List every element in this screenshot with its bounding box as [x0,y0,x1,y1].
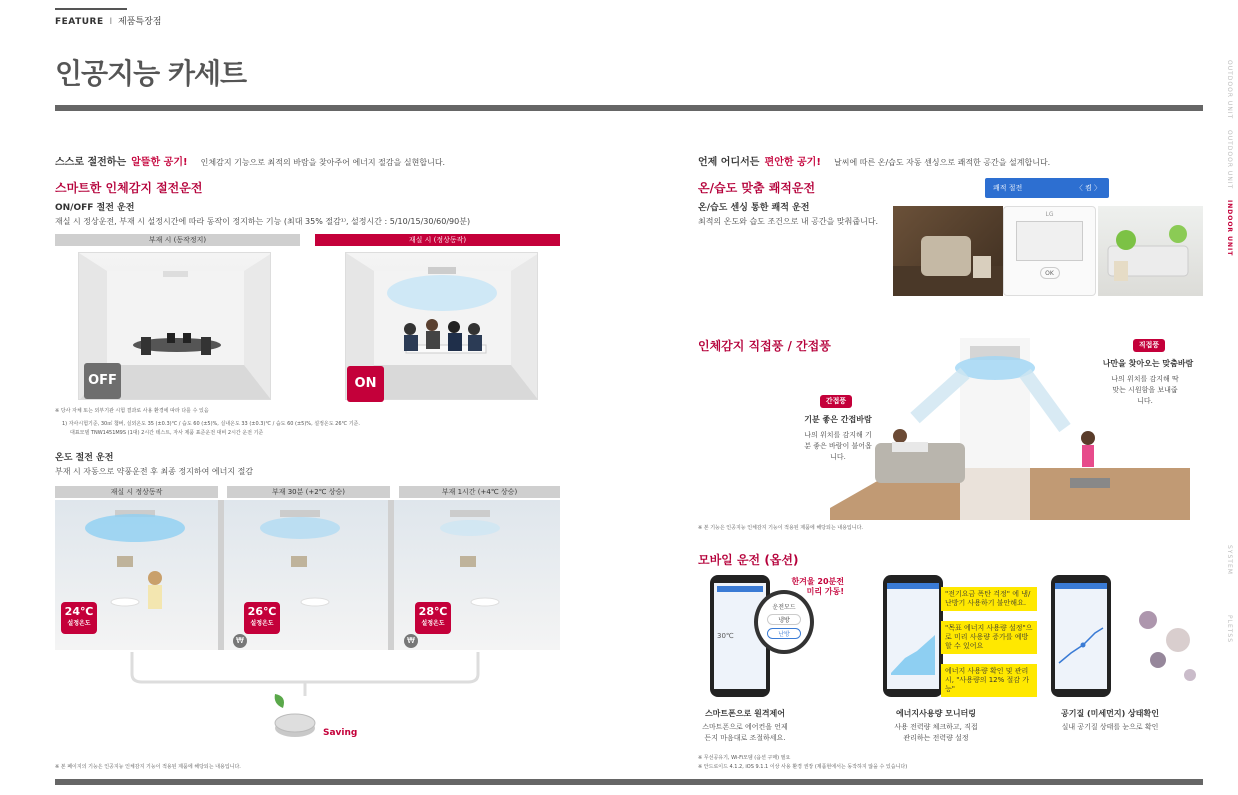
phone-air-quality [1051,575,1111,697]
sensor-desc: 재실 시 정상운전, 부재 시 설정시간에 따라 동작이 정지하는 기능 (최대 35% 절감¹⁾, 설정시간 : 5/10/15/30/60/90분) [55,217,471,226]
off-badge: OFF [84,363,121,399]
temp-tab-3: 부재 1시간 (+4℃ 상승) [399,486,560,498]
title-underline [55,105,1203,111]
comfort-subtitle: 온/습도 센싱 통한 쾌적 운전 [698,203,810,213]
header-accent-bar [55,8,127,10]
temp-badge-24 [61,602,97,634]
feature-energy-title: 에너지사용량 모니터링 [895,709,977,718]
dust-particle-icon [1118,590,1208,700]
temp-tab-2: 부재 30분 (+2℃ 상승) [227,486,390,498]
on-badge: ON [347,366,384,402]
coin-leaf-icon [265,690,320,745]
direct-title: 나만을 찾아오는 맞춤바람 [1102,359,1194,368]
air-quality-chart-icon [1055,583,1107,689]
sensor-note-2: 1) 자사시험기준, 30㎡ 챔버, 실외온도 35 (±0.3)℃ / 습도 60 (±5)%, 실내온도 33 (±0.3)℃ / 습도 60 (±5)%, 설정온도 26℃ 기준. [62,421,360,427]
remote-controller [1003,206,1096,296]
left-intro-lead: 스스로 절전하는 [55,157,127,168]
airflow-note: ※ 본 기능은 인공지능 인체감지 기능이 적용된 제품에 해당되는 내용입니다. [698,525,863,531]
side-nav-outdoor-2[interactable]: OUTDOOR UNIT [1226,130,1233,190]
remote-brand: LG [1045,211,1054,218]
feature-energy-desc: 사용 전력량 체크하고, 직접 관리하는 전력량 설정 [894,723,978,742]
phone-screen-air [1055,583,1107,689]
temp-saving-subtitle: 온도 절전 운전 [55,453,114,463]
three-rooms-image [55,500,560,650]
feature-air-title: 공기질 (미세먼지) 상태확인 [1061,709,1159,718]
living-room-photo-left [893,206,1003,296]
left-intro [55,150,635,169]
temp-label-26: 설정온도 [250,620,274,627]
popup-option-cool[interactable]: 냉방 [767,614,801,625]
airflow-section-title: 인체감지 직접풍 / 간접풍 [698,339,831,353]
category-label: 제품특장점 [118,17,162,27]
mobile-section-title: 모바일 운전 (옵션) [698,553,799,567]
energy-note-3: 에너지 사용량 확인 및 관리시, "사용량의 12% 절감 가능" [941,664,1037,697]
left-footnote: ※ 본 페이지의 기능은 인공지능 인체감지 기능이 적용된 제품에 해당되는 내용입니다. [55,764,241,770]
sensor-subtitle: ON/OFF 절전 운전 [55,203,135,213]
remote-header-label: 쾌적 절전 [993,184,1023,192]
feature-remote-title: 스마트폰으로 원격제어 [704,709,786,718]
feature-label: FEATURE [55,17,104,27]
saving-label: Saving [323,728,358,738]
feature-energy [876,708,996,744]
energy-note-1: "전기요금 폭탄 걱정" 에 냉/난방기 사용하기 불안해요. [941,587,1037,611]
left-intro-desc: 인체감지 기능으로 최적의 바람을 찾아주어 에너지 절감을 실현합니다. [200,158,446,167]
right-intro-desc: 날씨에 따른 온/습도 자동 센싱으로 쾌적한 공간을 설계합니다. [833,158,1051,167]
right-intro [698,150,1208,169]
tab-absent: 부재 시 (동작정지) [55,234,300,246]
remote-header-state: 〈 켬 〉 [1075,184,1101,192]
indirect-title: 기분 좋은 간접바람 [804,415,872,424]
dust-particles-image [1118,590,1208,700]
direct-badge: 직접풍 [1133,339,1165,352]
sensor-note-1: ※ 당사 자체 또는 외부기관 시험 결과로 사용 환경에 따라 다를 수 있음 [55,408,209,414]
temp-badge-28 [415,602,451,634]
popup-title: 운전모드 [772,604,796,611]
mobile-callout: 한겨울 20분전 미리 가동! [791,577,844,596]
living-room-photo-right [1098,206,1203,296]
energy-chart-icon [887,583,939,689]
side-nav-indoor[interactable]: INDOOR UNIT [1226,200,1233,257]
phone-energy-monitor [883,575,943,697]
popup-option-heat[interactable]: 난방 [767,628,801,639]
phone1-temp: 30℃ [717,632,734,640]
mobile-footnote-1: ※ 무선공유기, Wi-Fi모뎀 (옵션 구매) 필요 [698,755,791,761]
mobile-footnote-2: ※ 안드로이드 4.1.2, iOS 9.1.1 이상 사용 환경 권장 (제품현에서는 동작하지 않을 수 있습니다) [698,764,908,770]
side-nav-pletss[interactable]: PLETSS [1226,615,1233,644]
temp-value-28: 28℃ [418,605,448,618]
mode-popup-magnifier [754,590,814,654]
feature-remote-desc: 스마트폰으로 에어컨을 언제든지 마음대로 조절하세요. [702,723,788,742]
temp-label-28: 설정온도 [421,620,445,627]
temp-rooms-illustration [55,500,560,650]
temp-badge-26 [244,602,280,634]
indirect-desc: 나의 위치를 감지해 기분 좋은 바람이 불어옵니다. [804,431,872,461]
comfort-section-title: 온/습도 맞춤 쾌적운전 [698,181,816,195]
won-coin-icon: ₩ [233,634,247,648]
feature-air [1042,708,1178,733]
page-title: 인공지능 카세트 [55,57,247,90]
comfort-desc: 최적의 온도와 습도 조건으로 내 공간을 맞춰줍니다. [698,217,879,226]
side-nav-outdoor-1[interactable]: OUTDOOR UNIT [1226,60,1233,120]
footer-bar [55,779,1203,785]
indirect-badge: 간접풍 [820,395,852,408]
armchair-image [893,206,1003,296]
energy-note-2: "목표 에너지 사용량 설정"으로 미리 사용량 증가를 예방할 수 있어요 [941,621,1037,654]
coin-stack-illustration [265,690,320,745]
temp-value-24: 24℃ [64,605,94,618]
breadcrumb-separator: I [109,17,113,27]
tab-present: 재실 시 (정상동작) [315,234,560,246]
temp-value-26: 26℃ [247,605,277,618]
direct-desc: 나의 위치를 감지해 딱 맞는 시원함을 보내줍니다. [1111,375,1179,405]
right-intro-highlight: 편안한 공기! [764,157,821,168]
remote-screen [1016,221,1083,261]
sensor-section-title: 스마트한 인체감지 절전운전 [55,181,203,195]
temp-label-24: 설정온도 [67,620,91,627]
sofa-plant-image [1098,206,1203,296]
sensor-note-3: 대표모델 TNW1451M9S (1대) 2시간 테스트, 자사 제품 표준운전 대비 2시간 운전 기준 [70,430,264,436]
remote-ok-button[interactable]: OK [1040,267,1060,279]
remote-header-bar [985,178,1109,198]
temp-saving-desc: 부재 시 자동으로 약풍운전 후 최종 정지하여 에너지 절감 [55,467,254,476]
side-nav-system[interactable]: SYSTEM [1226,545,1233,575]
won-coin-icon-2: ₩ [404,634,418,648]
feature-remote [690,708,800,744]
feature-air-desc: 실내 공기질 상태를 눈으로 확인 [1061,723,1159,731]
header-breadcrumb [55,14,161,27]
right-intro-lead: 언제 어디서든 [698,157,760,168]
left-intro-highlight: 알뜰한 공기! [131,157,188,168]
phone-screen-energy [887,583,939,689]
temp-tab-1: 재실 시 정상동작 [55,486,218,498]
